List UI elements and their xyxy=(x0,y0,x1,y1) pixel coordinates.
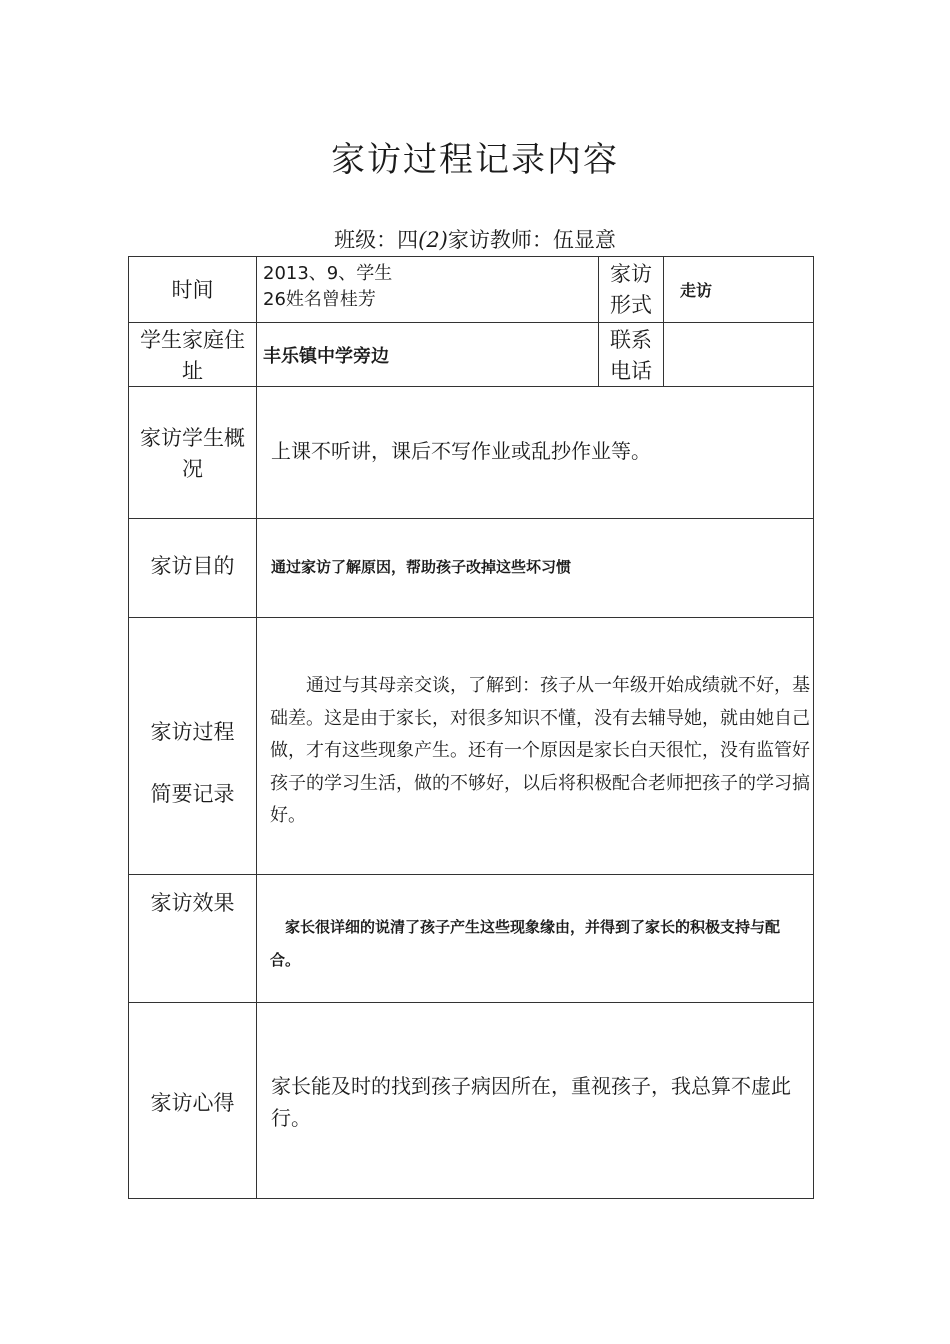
purpose-value: 通过家访了解原因，帮助孩子改掉这些坏习惯 xyxy=(271,557,572,576)
student-name: 曾桂芳 xyxy=(321,289,376,310)
visit-form-label: 家访 形式 xyxy=(610,262,652,317)
effect-value: 家长很详细的说清了孩子产生这些现象缘由，并得到了家长的积极支持与配合。 xyxy=(270,918,781,969)
visit-record-table xyxy=(128,256,814,1199)
overview-value: 上课不听讲，课后不写作业或乱抄作业等。 xyxy=(271,439,651,463)
page-title: 家访过程记录内容 xyxy=(331,140,619,180)
address-value: 丰乐镇中学旁边 xyxy=(263,345,389,367)
phone-value xyxy=(664,323,813,386)
purpose-label: 家访目的 xyxy=(150,554,235,578)
time-line-2 xyxy=(263,287,598,313)
teacher-label: 家访教师： xyxy=(447,228,553,252)
insight-label: 家访心得 xyxy=(150,1091,235,1115)
time-line-1: 2013、9、学生 xyxy=(263,263,393,284)
class-teacher-line xyxy=(0,224,950,254)
class-value: (2) xyxy=(418,228,448,252)
teacher-name: 伍显意 xyxy=(552,228,616,252)
overview-label: 家访学生概 况 xyxy=(140,426,245,481)
time-value xyxy=(263,261,598,321)
class-label: 班级：四 xyxy=(334,228,419,252)
name-label: 姓名 xyxy=(285,289,322,310)
process-label: 家访过程 简要记录 xyxy=(150,720,235,806)
time-line-2-prefix: 26 xyxy=(263,289,286,310)
address-label: 学生家庭住 址 xyxy=(140,328,245,383)
visit-form-value: 走访 xyxy=(680,281,713,300)
time-label: 时间 xyxy=(171,277,214,302)
effect-label: 家访效果 xyxy=(150,891,235,915)
insight-value: 家长能及时的找到孩子病因所在，重视孩子，我总算不虚此行。 xyxy=(271,1074,791,1130)
process-value: 通过与其母亲交谈，了解到：孩子从一年级开始成绩就不好，基础差。这是由于家长，对很多知识不懂，没有去辅导她，就由她自己做，才有这些现象产生。还有一个原因是家长白天很忙，没有监管好孩子的学习生活，做的不够好，以后将积极配合老师把孩子的学习搞好。 xyxy=(270,675,810,826)
phone-label: 联系 电话 xyxy=(610,328,652,383)
